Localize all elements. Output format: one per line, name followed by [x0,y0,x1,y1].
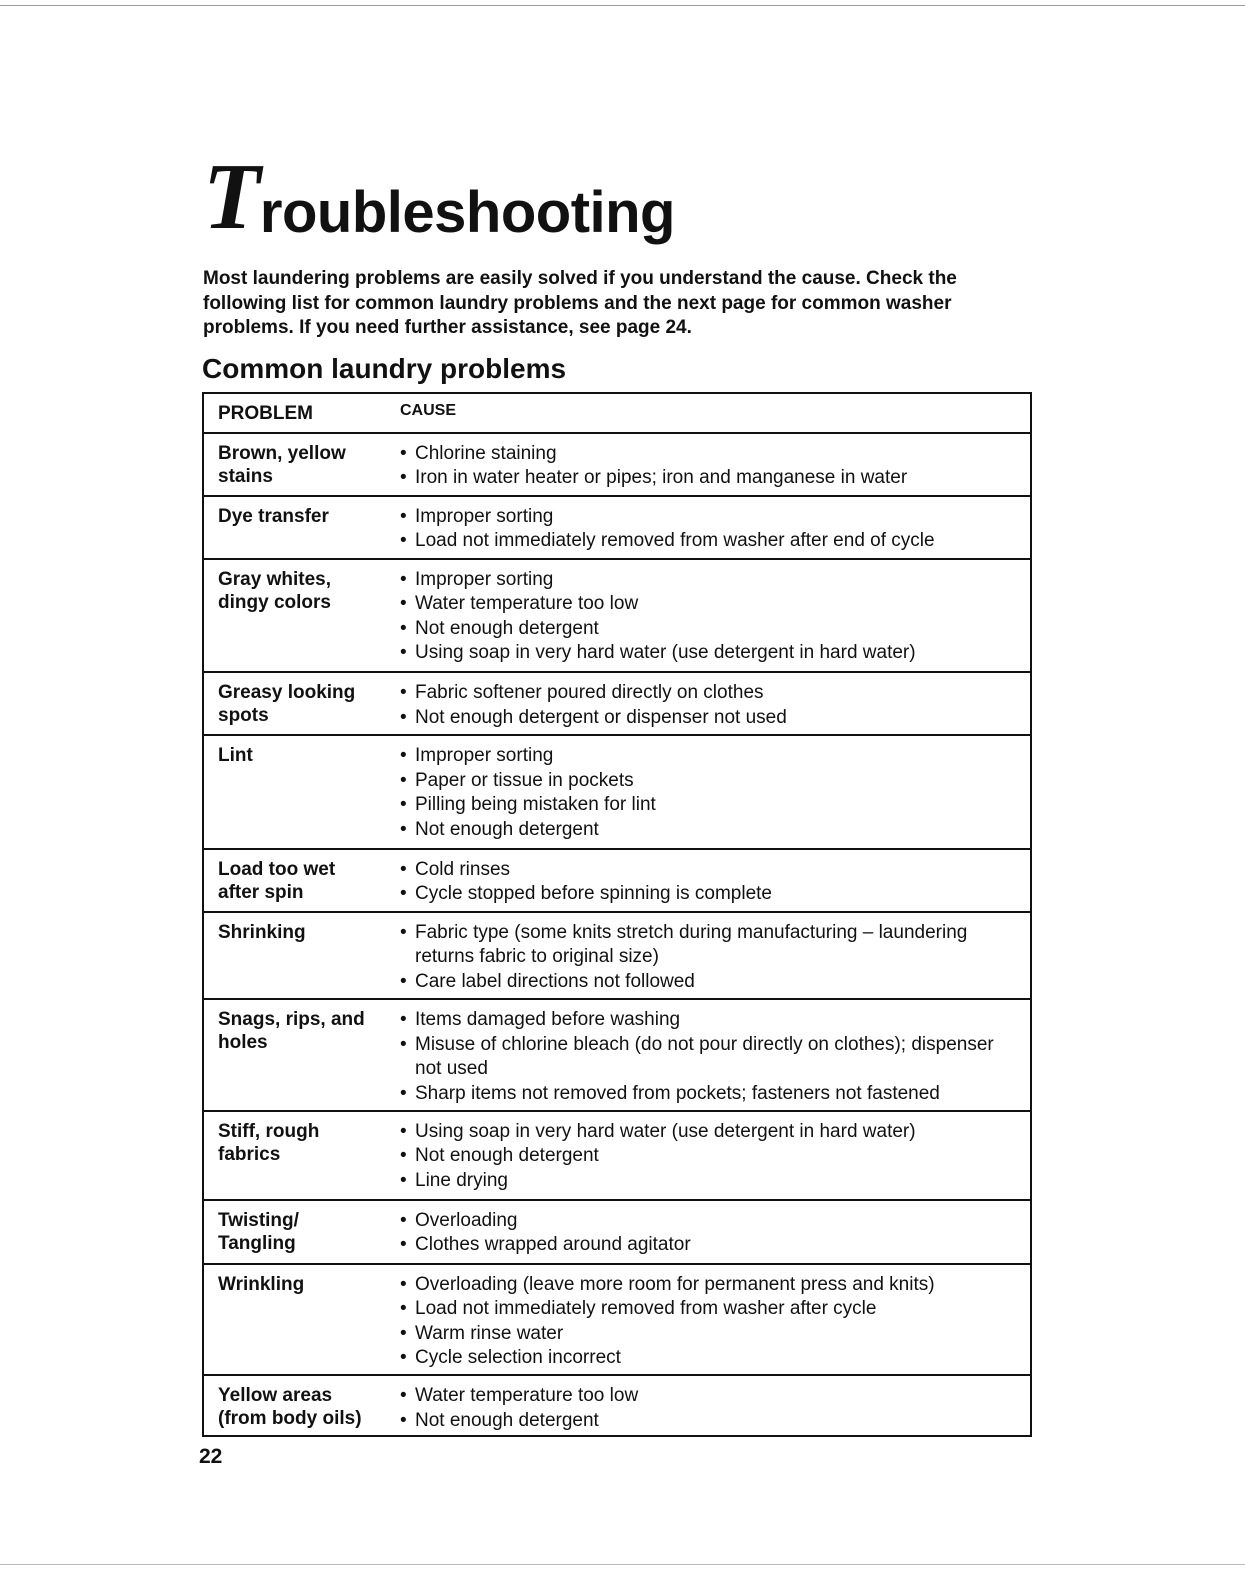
intro-paragraph: Most laundering problems are easily solved if you understand the cause. Check the following list for common laundry problems and the next page for common washer problems. If you need further assistance, see page 24. [203,268,957,338]
cause-cell [400,560,1030,672]
problem-cell: Brown, yellow stains [218,442,346,487]
problem-cell: Dye transfer [218,505,329,527]
cause-item: • Misuse of chlorine bleach (do not pour directly on clothes); dispenser not used [400,1033,1020,1082]
header-cause: CAUSE [400,402,457,419]
cause-item: • Chlorine staining [400,442,1020,467]
cause-item: • Fabric type (some knits stretch during manufacturing – laundering returns fabric to original size) [400,921,1020,970]
cause-cell [400,673,1030,734]
table-row [204,1110,1030,1199]
cause-cell [400,1112,1030,1199]
problem-cell: Lint [218,745,253,767]
cause-item: • Iron in water heater or pipes; iron and manganese in water [400,466,1020,491]
cause-item: • Not enough detergent [400,818,1020,843]
cause-list [400,1120,1020,1194]
cause-list [400,1273,1020,1371]
cause-cell [400,1000,1030,1110]
scan-edge-top [0,5,1245,6]
table-row [204,1199,1030,1263]
cause-item: • Overloading (leave more room for permanent press and knits) [400,1273,1020,1298]
cause-item: • Pilling being mistaken for lint [400,793,1020,818]
cause-list [400,1384,1020,1433]
scan-edge-bottom [0,1564,1245,1565]
cause-list [400,568,1020,666]
cause-cell [400,850,1030,911]
page-title [203,145,675,249]
cause-item: • Water temperature too low [400,592,1020,617]
cause-list [400,681,1020,730]
problem-cell: Twisting/ Tangling [218,1209,299,1254]
table-row [204,998,1030,1110]
problem-cell: Wrinkling [218,1273,305,1295]
title-decorative-initial: T [203,145,260,249]
cause-item: • Not enough detergent or dispenser not used [400,706,1020,731]
cause-item: • Using soap in very hard water (use detergent in hard water) [400,1120,1020,1145]
cause-item: • Cycle stopped before spinning is complete [400,882,1020,907]
cause-list [400,1209,1020,1258]
cause-item: • Improper sorting [400,505,1020,530]
header-problem: PROBLEM [218,403,313,424]
cause-list [400,744,1020,842]
cause-cell [400,434,1030,495]
cause-cell [400,1376,1030,1435]
table-row [204,495,1030,558]
cause-cell [400,1265,1030,1375]
cause-cell [400,1201,1030,1263]
section-heading: Common laundry problems [202,353,567,384]
cause-item: • Improper sorting [400,568,1020,593]
cause-item: • Warm rinse water [400,1322,1020,1347]
cause-item: • Not enough detergent [400,1144,1020,1169]
problem-cell: Yellow areas (from body oils) [218,1385,362,1430]
cause-item: • Sharp items not removed from pockets; fasteners not fastened [400,1082,1020,1107]
cause-item: • Water temperature too low [400,1384,1020,1409]
cause-item: • Not enough detergent [400,1409,1020,1434]
cause-cell [400,913,1030,999]
table-row [204,671,1030,734]
problem-cell: Greasy looking spots [218,682,356,727]
cause-item: • Improper sorting [400,744,1020,769]
problem-cell: Gray whites, dingy colors [218,568,331,613]
cause-item: • Load not immediately removed from washer after end of cycle [400,529,1020,554]
cause-cell [400,497,1030,558]
table-row [204,432,1030,495]
cause-item: • Not enough detergent [400,617,1020,642]
table-row [204,911,1030,999]
table-row [204,558,1030,672]
table-row [204,734,1030,848]
cause-list [400,442,1020,491]
cause-item: • Care label directions not followed [400,970,1020,995]
cause-item: • Cold rinses [400,858,1020,883]
problem-cell: Load too wet after spin [218,858,336,903]
cause-item: • Cycle selection incorrect [400,1346,1020,1371]
cause-item: • Clothes wrapped around agitator [400,1233,1020,1258]
problem-cell: Snags, rips, and holes [218,1009,365,1054]
title-text: roubleshooting [259,180,675,245]
page-number: 22 [199,1445,223,1468]
cause-item: • Overloading [400,1209,1020,1234]
cause-item: • Paper or tissue in pockets [400,769,1020,794]
table-row [204,1374,1030,1435]
cause-item: • Using soap in very hard water (use detergent in hard water) [400,641,1020,666]
table-row [204,848,1030,911]
cause-list [400,505,1020,554]
cause-item: • Line drying [400,1169,1020,1194]
problem-cell: Stiff, rough fabrics [218,1120,320,1165]
table-header-row [204,394,1030,432]
cause-list [400,921,1020,995]
cause-list [400,1008,1020,1106]
table-row [204,1263,1030,1375]
cause-cell [400,736,1030,848]
cause-list [400,858,1020,907]
cause-item: • Items damaged before washing [400,1008,1020,1033]
laundry-problems-table [202,392,1032,1437]
cause-item: • Fabric softener poured directly on clothes [400,681,1020,706]
problem-cell: Shrinking [218,921,306,943]
cause-item: • Load not immediately removed from washer after cycle [400,1297,1020,1322]
